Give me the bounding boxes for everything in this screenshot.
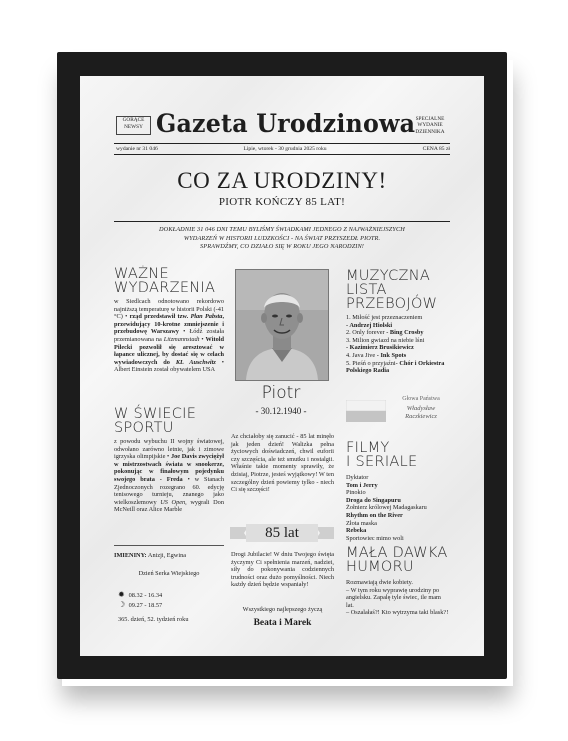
events-text-3: Plan Pabsta [190,313,223,321]
humor-line-3: – Oszalałaś?! Kto wytrzyma taki blask?! [346,609,449,617]
films-heading-line-1: FILMY [346,440,390,456]
masthead-rule-top [114,143,450,144]
music-heading-line-3: PRZEBOJÓW [346,296,438,312]
music-heading-line-2: LISTA [346,282,387,298]
events-text-2: rząd przedstawił tzw. [129,313,189,321]
film-item: Rhythm on the River [346,511,403,519]
events-heading-line-2: WYDARZENIA [114,280,216,296]
portrait-photo [235,269,329,381]
song-title: 2. Only forever [346,329,385,337]
sport-heading-line-2: SPORTU [114,420,174,436]
day-name: Dzień Serka Wiejskiego [138,570,200,577]
edition-number: wydanie nr 31 046 [116,146,158,152]
film-item: Rebeka [346,527,367,535]
humor-line-2: – W tym roku wyprawię urodziny po angielsku. Zapalę tyle świec, ile mam lat. [346,586,441,609]
head-of-state-label: Głowa Państwa [402,396,440,402]
badge-line-1: GORĄCE [122,117,145,123]
badge-line-2: NEWSY [124,124,143,130]
sport-text-1: z powodu wybuchu II wojny światowej, odwołano zarówno letnie, jak i zimowe igrzyska olimpijskie • [114,438,224,461]
events-article [114,298,224,374]
music-heading-line-1: MUZYCZNA [346,268,431,284]
film-item: Pinokio [346,489,366,497]
film-item: Tom i Jerry [346,481,378,489]
sport-heading [114,407,224,435]
music-item [346,337,452,352]
main-headline: CO ZA URODZINY! [177,168,387,193]
song-title: 5. Pieśń o przyjaźni [346,359,396,367]
signature-line-2: Raczkiewicz [405,413,437,420]
song-artist: - Andrzej Hiolski [346,321,393,329]
song-artist: - Chór i Orkiestra Polskiego Radia [346,359,445,375]
humor-heading-line-1: MAŁA DAWKA [346,545,448,561]
film-item: Sportowiec mimo woli [346,534,404,542]
special-line-1: SPECJALNE [415,116,445,122]
sport-text-4: US Open [160,498,186,506]
special-line-2: WYDANIE [417,122,443,129]
age-banner-text: 85 lat [265,525,299,541]
lead-line-2: WYDARZEŃ W HISTORII LUDZKOŚCI - NA ŚWIAT PRZYSZEDŁ PIOTR. [183,234,381,242]
day-of-year: 365. dzień, 52. tydzień roku [118,616,189,623]
music-chart-list [346,314,452,375]
humor-heading-line-2: HUMORU [346,559,414,575]
film-item: Droga do Singapuru [346,496,401,504]
humor-heading [346,546,456,574]
newspaper-poster [80,76,484,656]
sunrise-sunset [118,591,224,600]
lead-line-1: DOKŁADNIE 31 046 DNI TEMU BYLIŚMY ŚWIADKAMI JEDNEGO Z NAJWAŻNIEJSZYCH [159,226,405,233]
namedays [114,552,224,560]
headline-rule [114,221,450,222]
films-list [346,474,452,542]
film-item: Złota maska [346,519,377,527]
moon-times: 09.27 - 18.57 [128,602,163,609]
music-item [346,314,452,329]
sport-text-5: , wygrali Don McNeill oraz Alice Marble [114,498,224,514]
moon-icon: ☽ [118,600,126,609]
sport-article [114,438,224,514]
humor-article [346,579,450,617]
sport-text-2: Joe Davis zwyciężył w mistrzostwach świata w snookerze, pokonując w finałowym pojedynku swojego brata - Freda [114,453,225,483]
film-item: Żołnierz królowej Madagaskaru [346,504,427,512]
head-of-state-box [346,394,452,434]
sun-times: 08.32 - 16.34 [128,592,163,599]
song-artist: - Kazimierz Brusikiewicz [346,344,414,352]
lead-line-3: SPRAWDŹMY, CO DZIAŁO SIĘ W ROKU JEGO NARODZIN! [200,243,364,251]
events-text-6: Litzmannstadt [163,335,200,343]
elderly-man-portrait [236,270,328,380]
song-title: 1. Miłość jest przeznaczeniem [346,314,423,321]
wishes-closing: Wszystkiego najlepszego życzą [242,606,323,613]
portrait-birthdate: - 30.12.1940 - [255,406,307,416]
music-item [346,360,452,375]
events-text-8: Witold Pilecki pozwolił się aresztować w łapance ulicznej, by dostać się w celach wywiadowczych do [114,335,224,366]
song-title: 3. Milion gwiazd na niebie lśni [346,336,425,344]
masthead-rule-bottom [114,154,450,155]
namedays-label: IMIENINY: [114,552,147,559]
events-text-10: • Albert Einstein został obywatelem USA [114,358,224,374]
song-title: 4. Java Jive [346,351,376,359]
wishes-article: Drogi Jubilacie! W dniu Twojego święta życzymy Ci spełnienia marzeń, nadziei, siły do pokonywania codziennych trudności oraz dużo pomyślności. Niech każdy dzień będzie wspaniały! [231,551,334,589]
issue-date: Lipie, wtorek - 30 grudnia 2025 roku [243,146,327,152]
events-heading [114,267,224,295]
tribute-article: Az chciałoby się zanucić - 85 lat minęło jak jeden dzień! Walizka pełna życiowych doświadczeń, chwil euforii czy szczęścia, ale też smutku i nostalgii. Właśnie takie momenty sprawiły, że dzisiaj, Piotrze, jesteś wyjątkowy! W ten szczególny dzień powiemy tylko - niech Ci się szczęści! [231,433,334,494]
hot-news-badge [116,116,151,135]
head-of-state-signature [390,405,452,421]
portrait-name: Piotr [261,383,301,403]
music-item [346,329,452,337]
film-item: Dyktator [346,474,369,481]
song-artist: - Bing Crosby [386,329,424,337]
films-heading [346,441,450,469]
moonrise-moonset [118,601,224,610]
almanac-rule [114,545,224,546]
special-edition-note [405,116,455,135]
issue-price: CENA 85 zł [422,146,450,152]
events-text-5: • Łódź została przemianowana na [114,328,224,343]
sub-headline: PIOTR KOŃCZY 85 LAT! [218,196,346,208]
special-line-3: DZIENNIKA [415,128,445,135]
music-item [346,352,452,360]
age-banner [230,523,334,543]
masthead-title: Gazeta Urodzinowa [156,109,416,138]
events-text-4: , przewidujący 10-krotne zmniejszenie i przebudowę Warszawy [114,313,225,336]
flag-icon [346,400,386,422]
namedays-value: Anizji, Egwina [147,552,187,559]
events-heading-line-1: WAŻNE [114,266,169,282]
humor-line-1: Rozmawiają dwie kobiety. [346,579,413,586]
events-text-9: KL Auschwitz [175,358,216,366]
wishes-signature: Beata i Marek [253,618,312,628]
signature-line-1: Władysław [406,405,436,412]
events-text-1: w Siedlcach odnotowano rekordowo najniższą temperaturę w historii Polski (-41 °C) • [114,298,224,321]
events-text-7: • [201,335,204,343]
sun-icon: ✹ [118,590,125,599]
sport-heading-line-1: W ŚWIECIE [114,406,197,422]
films-heading-line-2: I SERIALE [346,454,418,470]
song-artist: - Ink Spots [376,351,407,359]
sport-text-3: • w Stanach Zjednoczonych rozegrano 60. edycję tenisowego turnieju, znanego jako wielkoszlemowy [114,475,224,506]
lead-paragraph [114,226,450,252]
music-heading [346,269,450,311]
